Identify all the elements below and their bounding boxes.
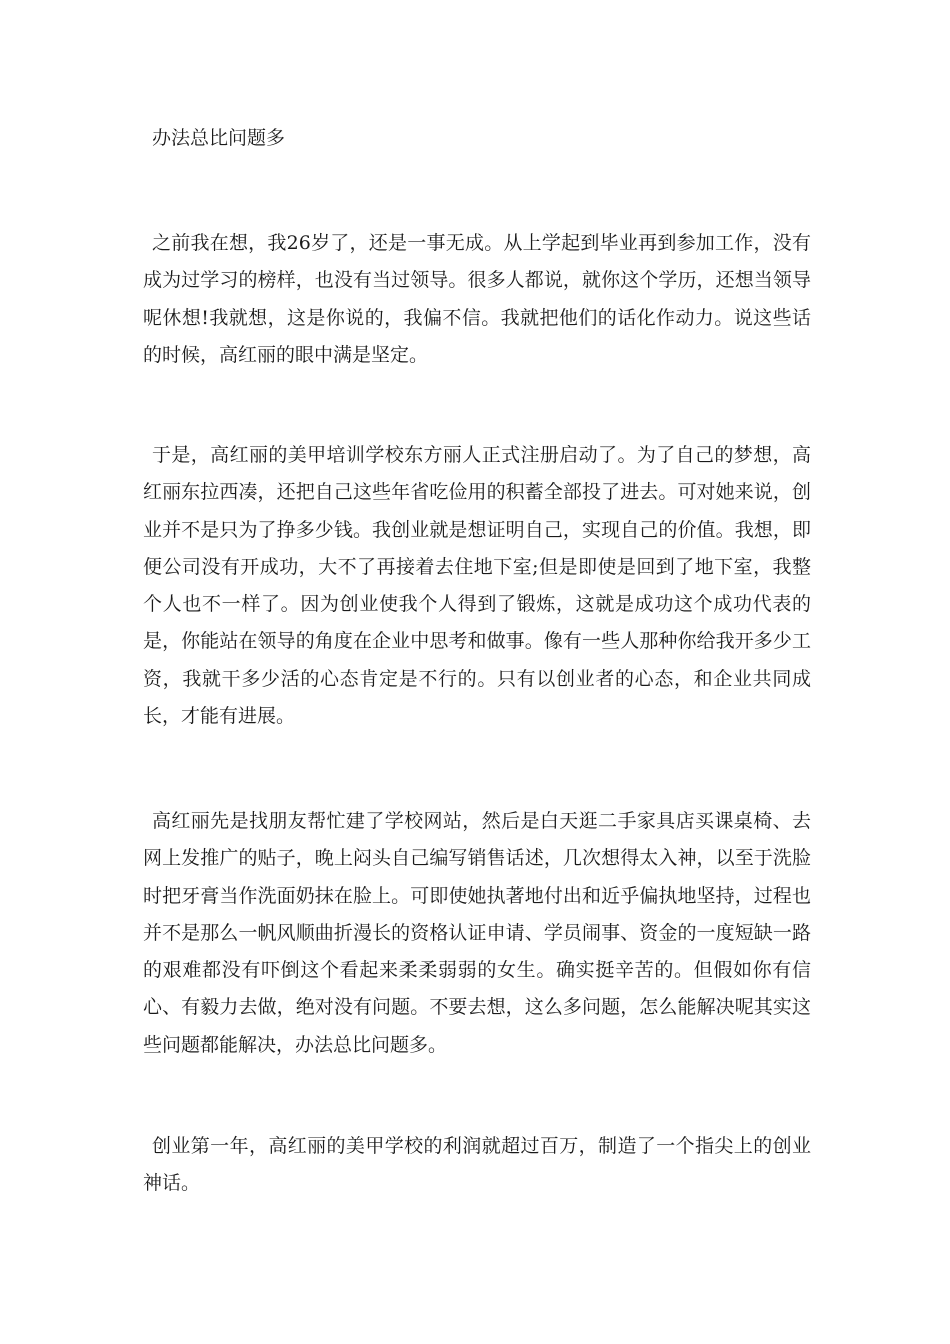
document-title: 办法总比问题多: [152, 127, 286, 149]
paragraph-3: 高红丽先是找朋友帮忙建了学校网站，然后是白天逛二手家具店买课桌椅、去网上发推广的贴子，晚上闷头自己编写销售话述，几次想得太入神，以至于洗脸时把牙膏当作洗面奶抹在脸上。可即使她执著地付出和近乎偏执地坚持，过程也并不是那么一帆风顺曲折漫长的资格认证申请、学员闹事、资金的一度短缺一路的艰难都没有吓倒这个看起来柔柔弱弱的女生。确实挺辛苦的。但假如你有信心、有毅力去做，绝对没有问题。不要去想，这么多问题，怎么能解决呢其实这些问题都能解决，办法总比问题多。: [143, 810, 811, 1056]
paragraph-2: 于是，高红丽的美甲培训学校东方丽人正式注册启动了。为了自己的梦想，高红丽东拉西凑，还把自己这些年省吃俭用的积蓄全部投了进去。可对她来说，创业并不是只为了挣多少钱。我创业就是想证明自己，实现自己的价值。我想，即便公司没有开成功，大不了再接着去住地下室;但是即使是回到了地下室，我整个人也不一样了。因为创业使我个人得到了锻炼，这就是成功这个成功代表的是，你能站在领导的角度在企业中思考和做事。像有一些人那种你给我开多少工资，我就干多少活的心态肯定是不行的。只有以创业者的心态，和企业共同成长，才能有进展。: [143, 444, 811, 728]
paragraph-1: 之前我在想，我26岁了，还是一事无成。从上学起到毕业再到参加工作，没有成为过学习的榜样，也没有当过领导。很多人都说，就你这个学历，还想当领导呢休想!我就想，这是你说的，我偏不信。我就把他们的话化作动力。说这些话的时候，高红丽的眼中满是坚定。: [143, 232, 811, 366]
paragraph-4: 创业第一年，高红丽的美甲学校的利润就超过百万，制造了一个指尖上的创业神话。: [143, 1135, 811, 1195]
